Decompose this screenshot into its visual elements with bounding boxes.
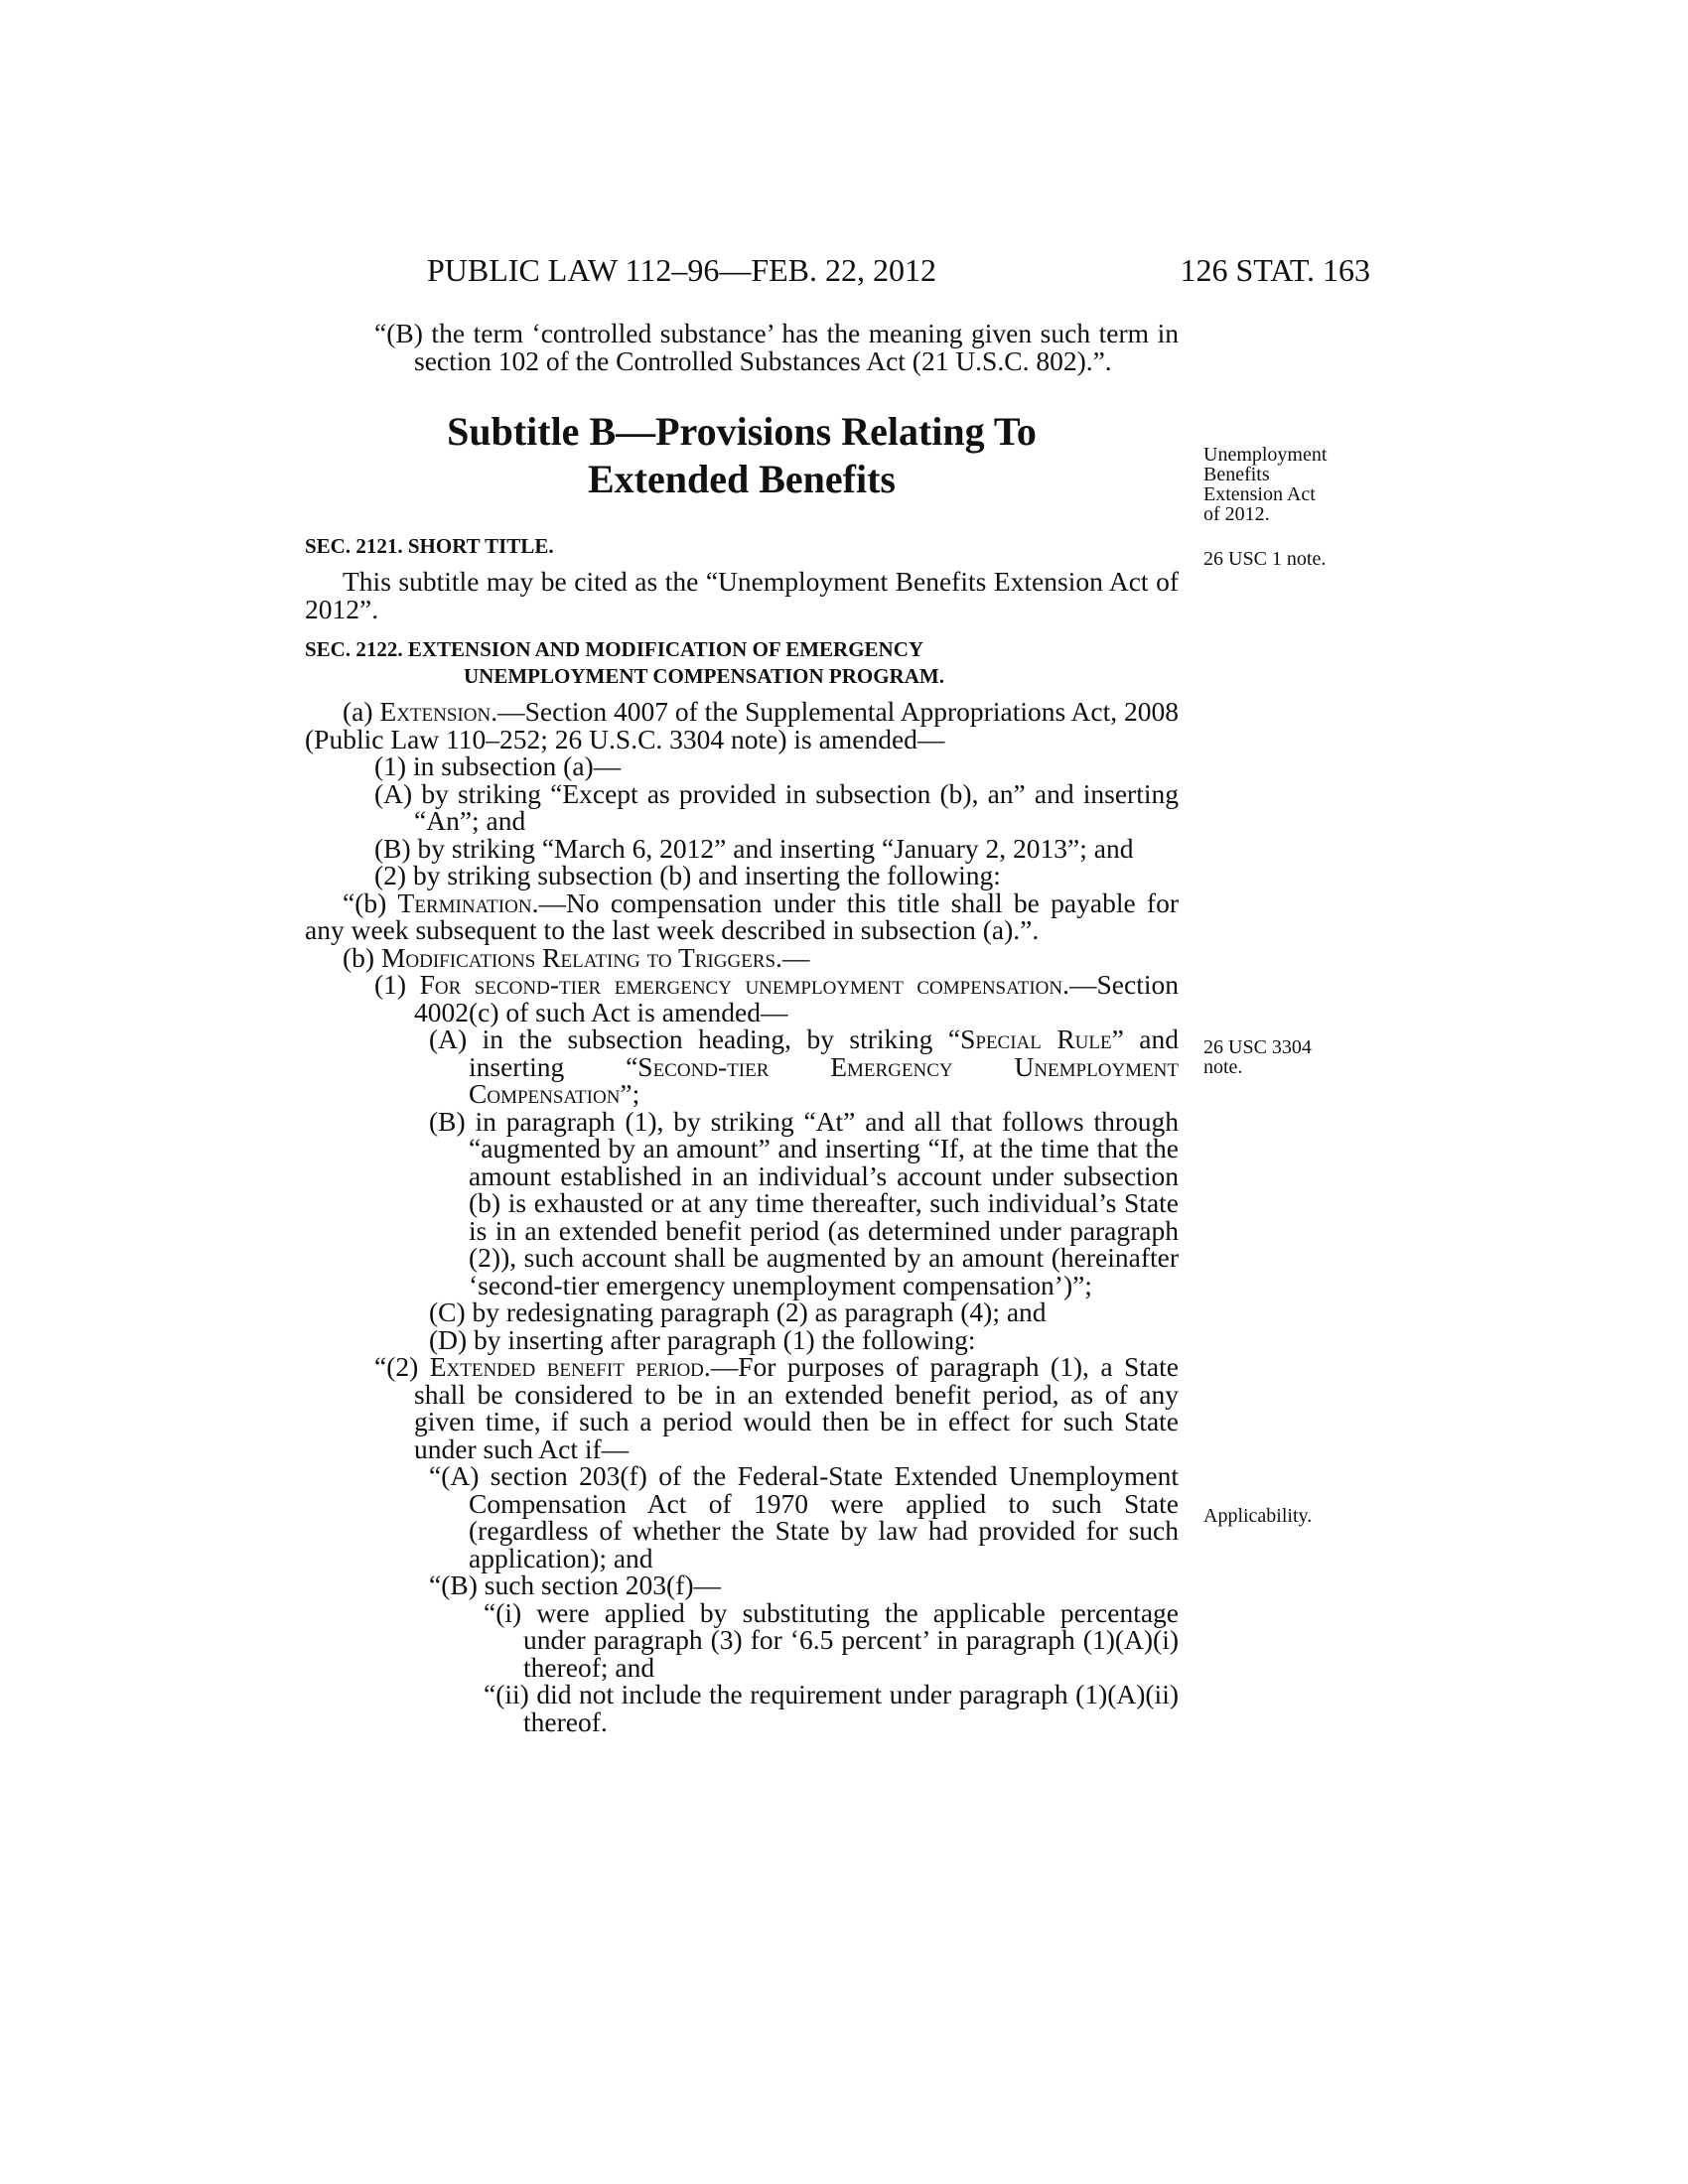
subsection-a-label: (a) (343, 696, 380, 727)
header-title: PUBLIC LAW 112–96—FEB. 22, 2012 (427, 252, 937, 288)
paragraph-a2: (2) by striking subsection (b) and inserting the following: (374, 860, 1001, 890)
paragraph-a1A: (A) by striking “Except as provided in subsection (b), an” and inserting “An”; and (374, 777, 1179, 836)
subsection-a-text: .—Section 4007 of the Supplemental Appropriations Act, 2008 (Public Law 110–252; 26 U.S.C. 3304 note) is amended— (305, 696, 1179, 754)
section-2121-text: This subtitle may be cited as the “Unemployment Benefits Extension Act of 2012”. (305, 566, 1179, 624)
quoted-subsection-b-termination (305, 889, 1179, 944)
subtitle-line-1: Subtitle B—Provisions Relating To (447, 409, 1037, 454)
b1A-mid: ” and inserting “ (469, 1024, 1179, 1082)
q2-text: .—For purposes of paragraph (1), a State shall be considered to be in an extended benefit period, as of any given time, if such a period would then be in effect for such State under such Act if— (414, 1351, 1179, 1464)
paragraph-b1-label: (1) (374, 969, 420, 1000)
section-2122-heading (305, 636, 1179, 690)
b1A-pre: (A) in the subsection heading, by striking “ (429, 1024, 961, 1054)
quoted-subparagraph-A: “(A) section 203(f) of the Federal-State Extended Unemployment Compensation Act of 1970 were applied to such State (regardless of whether the State by law had provided for such application); and (429, 1460, 1179, 1573)
margin-note-3-line-2: note. (1203, 1056, 1243, 1078)
b1A-inserted-heading: Second-tier Emergency Unemployment Compensation (469, 1050, 1179, 1109)
margin-note-applicability: Applicability. (1203, 1505, 1313, 1527)
section-2122-heading-line-1: SEC. 2122. EXTENSION AND MODIFICATION OF EMERGENCY (305, 637, 924, 661)
subtitle-heading (305, 408, 1179, 503)
quoted-clause-ii: “(ii) did not include the requirement under paragraph (1)(A)(ii) thereof. (484, 1679, 1179, 1737)
subtitle-line-2: Extended Benefits (588, 457, 896, 501)
quoted-clause-i: “(i) were applied by substituting the applicable percentage under paragraph (3) for ‘6.5 percent’ in paragraph (1)(A)(i) thereof; and (484, 1596, 1179, 1683)
quoted-subparagraph-B: “(B) such section 203(f)— (429, 1570, 722, 1600)
subsection-a-heading: Extension (379, 696, 492, 727)
margin-note-usc-3304 (1203, 1037, 1372, 1077)
subsection-b-heading: Modifications Relating to Triggers (380, 941, 776, 973)
subsection-b-label: (b) (343, 941, 381, 973)
margin-note-1-line-4: of 2012. (1203, 503, 1270, 525)
section-2122-heading-line-2: UNEMPLOYMENT COMPENSATION PROGRAM. (464, 664, 944, 688)
paragraph-b-controlled-substance: “(B) the term ‘controlled substance’ has the meaning given such term in section 102 of the Controlled Substances Act (21 U.S.C. 802).”. (374, 318, 1179, 376)
paragraph-b1-text: .—Section 4002(c) of such Act is amended— (414, 969, 1179, 1027)
subsection-b (305, 941, 1179, 973)
quoted-paragraph-2 (305, 1353, 1179, 1462)
q2-heading: Extended benefit period (429, 1351, 704, 1382)
margin-note-3-line-1: 26 USC 3304 (1203, 1036, 1312, 1058)
paragraph-b1-heading: For second-tier emergency unemployment compensation (419, 969, 1063, 1000)
paragraph-b1A (305, 1025, 1179, 1108)
b1A-post: ”; (620, 1078, 640, 1109)
section-2121-heading: SEC. 2121. SHORT TITLE. (305, 534, 554, 558)
body-text (305, 320, 1179, 1735)
margin-note-short-title (1203, 445, 1372, 524)
termination-label: “(b) (343, 887, 398, 918)
margin-note-1-line-2: Benefits (1203, 464, 1270, 485)
paragraph-a1B: (B) by striking “March 6, 2012” and inserting “January 2, 2013”; and (374, 832, 1134, 864)
margin-note-1-line-1: Unemployment (1203, 444, 1328, 466)
subsection-a (305, 698, 1179, 752)
paragraph-b1D: (D) by inserting after paragraph (1) the following: (429, 1323, 976, 1355)
header-page-number: 126 STAT. 163 (1180, 252, 1370, 288)
termination-heading: Termination (397, 887, 532, 918)
margin-note-usc-1: 26 USC 1 note. (1203, 548, 1327, 570)
paragraph-a1: (1) in subsection (a)— (374, 751, 622, 781)
b1A-struck-heading: Special Rule (960, 1024, 1112, 1054)
subsection-b-dash: .— (775, 941, 810, 973)
paragraph-b1 (305, 971, 1179, 1025)
q2-label: “(2) (374, 1351, 430, 1382)
paragraph-b1B: (B) in paragraph (1), by striking “At” and all that follows through “augmented by an amount” and inserting “If, at the time that the amount established in an individual’s account under subsection (b) is exhausted or at any time thereafter, such individual’s State is in an extended benefit period (as determined under paragraph (2)), such account shall be augmented by an amount (hereinafter ‘second-tier emergency unemployment compensation’)”; (429, 1105, 1179, 1300)
margin-note-1-line-3: Extension Act (1203, 483, 1316, 505)
paragraph-b1C: (C) by redesignating paragraph (2) as paragraph (4); and (429, 1297, 1047, 1327)
termination-text: .—No compensation under this title shall be payable for any week subsequent to the last week described in subsection (a).”. (305, 887, 1179, 945)
